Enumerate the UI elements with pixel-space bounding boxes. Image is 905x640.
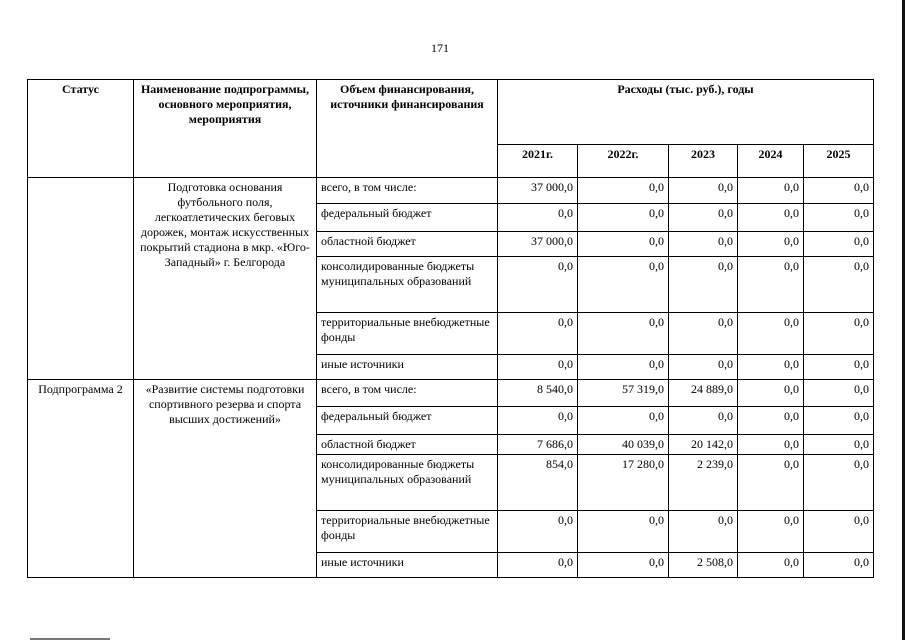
funding-source-cell: иные источники: [317, 355, 498, 380]
funding-source-cell: иные источники: [317, 553, 498, 578]
amount-cell: 7 686,0: [498, 435, 578, 455]
amount-cell: 0,0: [669, 355, 738, 380]
amount-cell: 40 039,0: [578, 435, 669, 455]
amount-cell: 0,0: [669, 407, 738, 435]
header-year: 2022г.: [578, 145, 669, 178]
amount-cell: 37 000,0: [498, 178, 578, 204]
amount-cell: 0,0: [498, 204, 578, 232]
funding-source-cell: областной бюджет: [317, 435, 498, 455]
header-status: Статус: [28, 80, 134, 178]
page-number: 171: [431, 41, 449, 55]
header-year: 2024: [738, 145, 804, 178]
amount-cell: 0,0: [498, 313, 578, 355]
amount-cell: 37 000,0: [498, 232, 578, 257]
amount-cell: 0,0: [578, 313, 669, 355]
amount-cell: 0,0: [804, 511, 874, 553]
amount-cell: 0,0: [804, 553, 874, 578]
amount-cell: 0,0: [804, 455, 874, 511]
funding-source-cell: консолидированные бюджеты муниципальных образований: [317, 257, 498, 313]
amount-cell: 0,0: [578, 553, 669, 578]
funding-source-cell: всего, в том числе:: [317, 178, 498, 204]
amount-cell: 0,0: [578, 407, 669, 435]
table-row: [28, 178, 874, 204]
header-expenses: Расходы (тыс. руб.), годы: [498, 80, 874, 145]
amount-cell: 2 239,0: [669, 455, 738, 511]
amount-cell: 0,0: [738, 553, 804, 578]
amount-cell: 0,0: [804, 178, 874, 204]
amount-cell: 0,0: [804, 355, 874, 380]
amount-cell: 0,0: [498, 257, 578, 313]
amount-cell: 0,0: [738, 435, 804, 455]
amount-cell: 0,0: [738, 232, 804, 257]
amount-cell: 20 142,0: [669, 435, 738, 455]
amount-cell: 0,0: [804, 380, 874, 407]
amount-cell: 0,0: [738, 204, 804, 232]
funding-source-cell: областной бюджет: [317, 232, 498, 257]
funding-source-cell: территориальные внебюджетные фонды: [317, 511, 498, 553]
amount-cell: 57 319,0: [578, 380, 669, 407]
status-cell: Подпрограмма 2: [28, 380, 134, 578]
amount-cell: 0,0: [738, 407, 804, 435]
amount-cell: 0,0: [578, 178, 669, 204]
amount-cell: 0,0: [804, 232, 874, 257]
amount-cell: 0,0: [804, 407, 874, 435]
amount-cell: 24 889,0: [669, 380, 738, 407]
amount-cell: 0,0: [578, 511, 669, 553]
amount-cell: 0,0: [804, 204, 874, 232]
amount-cell: 0,0: [738, 380, 804, 407]
amount-cell: 2 508,0: [669, 553, 738, 578]
amount-cell: 0,0: [578, 232, 669, 257]
amount-cell: 17 280,0: [578, 455, 669, 511]
funding-source-cell: территориальные внебюджетные фонды: [317, 313, 498, 355]
funding-source-cell: всего, в том числе:: [317, 380, 498, 407]
amount-cell: 0,0: [578, 204, 669, 232]
funding-source-cell: федеральный бюджет: [317, 407, 498, 435]
amount-cell: 0,0: [498, 355, 578, 380]
amount-cell: 0,0: [669, 178, 738, 204]
status-cell: [28, 178, 134, 380]
amount-cell: 0,0: [578, 355, 669, 380]
header-year: 2021г.: [498, 145, 578, 178]
amount-cell: 0,0: [578, 257, 669, 313]
amount-cell: 0,0: [669, 511, 738, 553]
amount-cell: 0,0: [738, 355, 804, 380]
funding-source-cell: консолидированные бюджеты муниципальных образований: [317, 455, 498, 511]
amount-cell: 0,0: [669, 204, 738, 232]
amount-cell: 0,0: [804, 313, 874, 355]
amount-cell: 0,0: [738, 178, 804, 204]
header-year: 2025: [804, 145, 874, 178]
amount-cell: 0,0: [669, 232, 738, 257]
amount-cell: 0,0: [498, 407, 578, 435]
amount-cell: 0,0: [738, 257, 804, 313]
header-name: Наименование подпрограммы, основного мероприятия, мероприятия: [134, 80, 317, 178]
funding-source-cell: федеральный бюджет: [317, 204, 498, 232]
header-year: 2023: [669, 145, 738, 178]
program-name-cell: «Развитие системы подготовки спортивного резерва и спорта высших достижений»: [134, 380, 317, 578]
program-name-cell: Подготовка основания футбольного поля, легкоатлетических беговых дорожек, монтаж искусственных покрытий стадиона в мкр. «Юго-Западный» г. Белгорода: [134, 178, 317, 380]
amount-cell: 0,0: [804, 435, 874, 455]
amount-cell: 0,0: [669, 313, 738, 355]
budget-table: [27, 79, 874, 578]
amount-cell: 0,0: [738, 313, 804, 355]
amount-cell: 8 540,0: [498, 380, 578, 407]
amount-cell: 0,0: [804, 257, 874, 313]
budget-table-body: [28, 178, 874, 578]
amount-cell: 0,0: [669, 257, 738, 313]
amount-cell: 0,0: [498, 511, 578, 553]
header-financing: Объем финансирования, источники финансирования: [317, 80, 498, 178]
amount-cell: 0,0: [498, 553, 578, 578]
amount-cell: 0,0: [738, 511, 804, 553]
amount-cell: 854,0: [498, 455, 578, 511]
amount-cell: 0,0: [738, 455, 804, 511]
table-row: [28, 380, 874, 407]
